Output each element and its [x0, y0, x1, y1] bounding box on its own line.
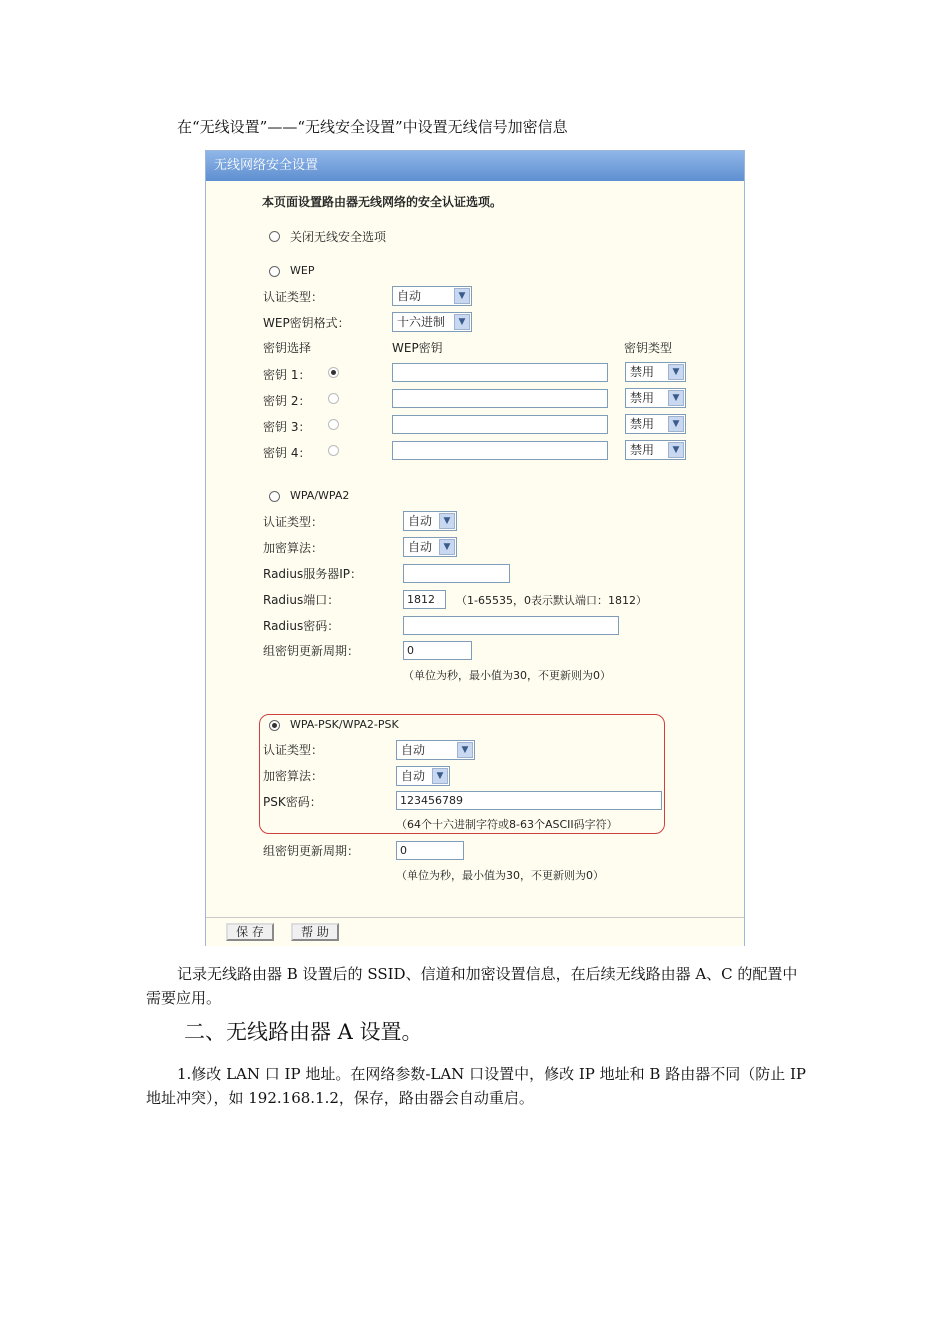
- intro-line: 在“无线设置”——“无线安全设置”中设置无线信号加密信息: [177, 118, 568, 136]
- radio-wpa-psk[interactable]: [269, 720, 280, 731]
- wpa-cipher-label: 加密算法：: [263, 541, 324, 555]
- radius-port-hint: （1-65535，0表示默认端口：1812）: [456, 594, 647, 607]
- wpa-auth-type-label: 认证类型：: [263, 515, 324, 529]
- wep-key-1-label: 密钥 1：: [263, 368, 311, 382]
- psk-auth-type-select[interactable]: [396, 740, 475, 760]
- chevron-down-icon: ▼: [668, 442, 684, 458]
- wep-key-4-type-select[interactable]: [625, 440, 686, 460]
- wep-key-2-type-value: 禁用: [630, 391, 655, 405]
- chevron-down-icon: ▼: [439, 513, 455, 529]
- section-heading: 二、无线路由器 A 设置。: [184, 1020, 423, 1044]
- wpa-group-key-hint: （单位为秒，最小值为30，不更新则为0）: [403, 669, 611, 682]
- wep-key-2-radio[interactable]: [328, 393, 339, 404]
- radius-pwd-label: Radius密码：: [263, 619, 340, 633]
- wep-key-4-type-value: 禁用: [630, 443, 655, 457]
- radius-ip-input[interactable]: [403, 564, 510, 583]
- wep-key-1-radio[interactable]: [328, 367, 339, 378]
- wep-key-3-radio[interactable]: [328, 419, 339, 430]
- wep-auth-type-label: 认证类型：: [263, 290, 324, 304]
- wpa-group-key-label: 组密钥更新周期：: [263, 644, 360, 658]
- paragraph-lan-ip: 1.修改 LAN 口 IP 地址。在网络参数-LAN 口设置中，修改 IP 地址和 B 路由器不同（防止 IP 地址冲突），如 192.168.1.2，保存，路由器会自动重启。: [146, 1065, 806, 1107]
- radius-ip-label: Radius服务器IP：: [263, 567, 363, 581]
- radius-port-input[interactable]: 1812: [403, 590, 446, 609]
- chevron-down-icon: ▼: [668, 416, 684, 432]
- psk-group-key-label: 组密钥更新周期：: [263, 844, 360, 858]
- psk-password-input[interactable]: 123456789: [396, 791, 662, 810]
- wep-key-1-type-select[interactable]: [625, 362, 686, 382]
- wep-key-format-label: WEP密钥格式：: [263, 316, 350, 330]
- psk-group-key-hint: （单位为秒，最小值为30，不更新则为0）: [396, 869, 604, 882]
- chevron-down-icon: ▼: [457, 742, 473, 758]
- wpa-label: WPA/WPA2: [290, 489, 350, 502]
- wep-key-3-type-select[interactable]: [625, 414, 686, 434]
- wpa-group-key-input[interactable]: 0: [403, 641, 472, 660]
- wep-auth-type-select[interactable]: [392, 286, 472, 306]
- radio-wep[interactable]: [269, 266, 280, 277]
- wep-key-format-value: 十六进制: [397, 315, 446, 329]
- panel-description: 本页面设置路由器无线网络的安全认证选项。: [262, 195, 503, 209]
- option-off-label: 关闭无线安全选项: [290, 230, 387, 244]
- wep-key-2-input[interactable]: [392, 389, 608, 408]
- wep-key-3-label: 密钥 3：: [263, 420, 311, 434]
- psk-group-key-input[interactable]: 0: [396, 841, 464, 860]
- wep-label: WEP: [290, 264, 315, 277]
- chevron-down-icon: ▼: [668, 364, 684, 380]
- wep-key-format-select[interactable]: [392, 312, 472, 332]
- radio-wpa[interactable]: [269, 491, 280, 502]
- wep-key-2-label: 密钥 2：: [263, 394, 311, 408]
- paragraph-record-info: 记录无线路由器 B 设置后的 SSID、信道和加密设置信息，在后续无线路由器 A、C 的配置中需要应用。: [146, 965, 798, 1007]
- chevron-down-icon: ▼: [439, 539, 455, 555]
- col-wep-key: WEP密钥: [392, 341, 443, 355]
- wpa-cipher-select[interactable]: [403, 537, 457, 557]
- col-key-select: 密钥选择: [263, 341, 312, 355]
- chevron-down-icon: ▼: [454, 314, 470, 330]
- psk-cipher-label: 加密算法：: [263, 769, 324, 783]
- wep-key-4-label: 密钥 4：: [263, 446, 311, 460]
- save-button[interactable]: 保 存: [226, 923, 274, 941]
- wpa-auth-type-value: 自动: [408, 514, 433, 528]
- psk-auth-type-label: 认证类型：: [263, 743, 324, 757]
- wep-auth-type-value: 自动: [397, 289, 422, 303]
- wireless-security-panel: [205, 150, 745, 946]
- psk-password-hint: （64个十六进制字符或8-63个ASCII码字符）: [396, 818, 618, 831]
- psk-cipher-value: 自动: [401, 769, 426, 783]
- wep-key-3-input[interactable]: [392, 415, 608, 434]
- panel-footer: [206, 917, 744, 946]
- col-key-type: 密钥类型: [624, 341, 673, 355]
- wep-key-4-radio[interactable]: [328, 445, 339, 456]
- wpa-auth-type-select[interactable]: [403, 511, 457, 531]
- radius-port-label: Radius端口：: [263, 593, 340, 607]
- psk-password-label: PSK密码：: [263, 795, 322, 809]
- wep-key-4-input[interactable]: [392, 441, 608, 460]
- chevron-down-icon: ▼: [432, 768, 448, 784]
- radius-pwd-input[interactable]: [403, 616, 619, 635]
- psk-auth-type-value: 自动: [401, 743, 426, 757]
- help-button[interactable]: 帮 助: [291, 923, 339, 941]
- psk-cipher-select[interactable]: [396, 766, 450, 786]
- panel-title: 无线网络安全设置: [206, 151, 744, 181]
- wep-key-1-input[interactable]: [392, 363, 608, 382]
- psk-label: WPA-PSK/WPA2-PSK: [290, 718, 399, 731]
- wep-key-3-type-value: 禁用: [630, 417, 655, 431]
- radio-security-off[interactable]: [269, 231, 280, 242]
- wep-key-1-type-value: 禁用: [630, 365, 655, 379]
- chevron-down-icon: ▼: [454, 288, 470, 304]
- chevron-down-icon: ▼: [668, 390, 684, 406]
- wep-key-2-type-select[interactable]: [625, 388, 686, 408]
- wpa-cipher-value: 自动: [408, 540, 433, 554]
